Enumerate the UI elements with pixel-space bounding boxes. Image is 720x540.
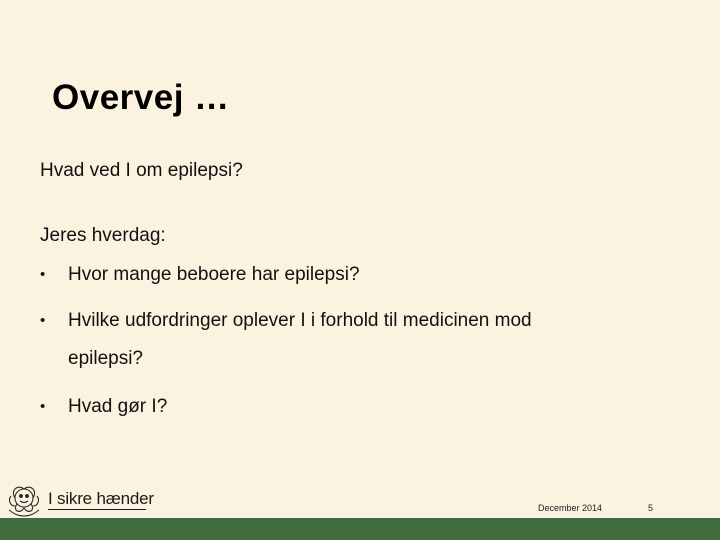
footer-bar <box>0 518 720 540</box>
bullet-text-2b: epilepsi? <box>68 348 143 369</box>
bullet-marker-3: • <box>40 398 46 415</box>
logo-text: I sikre hænder <box>48 489 154 508</box>
bullet-marker-2: • <box>40 312 46 329</box>
slide-title: Overvej … <box>52 78 230 117</box>
bullet-text-2a: Hvilke udfordringer oplever I i forhold til medicinen mod <box>68 310 532 331</box>
footer-date: December 2014 <box>538 503 603 513</box>
bullet-text-1: Hvor mange beboere har epilepsi? <box>68 264 360 285</box>
question-text: Hvad ved I om epilepsi? <box>40 160 243 181</box>
logo-underline <box>48 509 146 510</box>
bullet-marker-1: • <box>40 266 46 283</box>
subheading-text: Jeres hverdag: <box>40 225 166 246</box>
page-number: 5 <box>648 503 654 513</box>
bullet-text-3: Hvad gør I? <box>68 396 168 417</box>
